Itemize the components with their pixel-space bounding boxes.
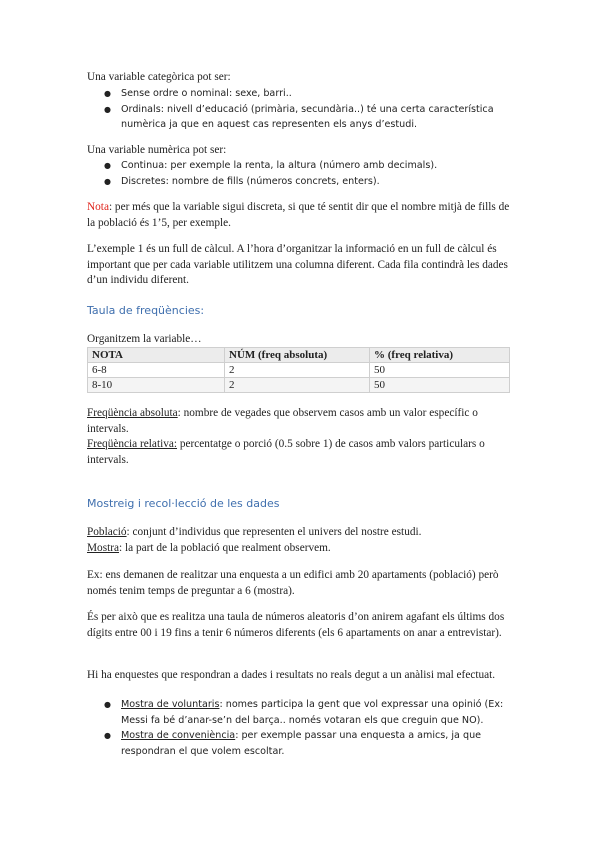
bullet-icon: ● xyxy=(104,104,111,114)
table-cell: 2 xyxy=(225,363,370,378)
freq-table-wrap xyxy=(87,347,517,393)
list-item: ● Mostra de voluntaris: nomes participa la gent que vol expressar una opinió (Ex: Messi fa bé d’anar-se’n del barça.. només votaran els que creguin que NO). xyxy=(104,699,504,726)
list-item: ● Sense ordre o nominal: sexe, barri.. xyxy=(87,86,517,102)
def-mostra: Mostra: la part de la població que realment observem. xyxy=(87,541,331,554)
numeric-intro: Una variable numèrica pot ser: xyxy=(87,144,227,156)
list-item: ● Discretes: nombre de fills (números concrets, enters). xyxy=(87,174,517,190)
bullet-icon: ● xyxy=(104,176,111,186)
categorical-intro: Una variable categòrica pot ser: xyxy=(87,71,231,83)
freq-definitions xyxy=(87,406,517,468)
list-item: ● Continua: per exemple la renta, la altura (número amb decimals). xyxy=(87,158,517,174)
note-label: Nota xyxy=(87,201,109,213)
bullet-icon: ● xyxy=(104,731,111,740)
def-poblacio: Població: conjunt d’individus que representen el univers del nostre estudi. xyxy=(87,526,422,538)
random-paragraph: És per això que es realitza una taula de números aleatoris d’on anirem agafant els últims dos dígits entre 00 i 19 fins a tenir 6 números diferents (els 6 apartaments on anar a entrevistar). xyxy=(87,611,505,639)
table-row xyxy=(88,363,510,378)
col-header: NOTA xyxy=(88,348,225,363)
table-cell: 6-8 xyxy=(88,363,225,378)
table-header-row xyxy=(88,348,510,363)
col-header: NÚM (freq absoluta) xyxy=(225,348,370,363)
bullet-icon: ● xyxy=(104,700,111,709)
frequency-table xyxy=(87,347,510,393)
freq-intro: Organitzem la variable… xyxy=(87,333,202,345)
list-item: ● Mostra de conveniència: per exemple passar una enquesta a amics, ja que respondran el que volem escoltar. xyxy=(104,730,482,757)
sampling-heading: Mostreig i recol·lecció de les dades xyxy=(87,497,280,510)
numeric-section xyxy=(87,143,517,159)
table-cell: 2 xyxy=(225,378,370,393)
note-text: : per més que la variable sigui discreta, si que té sentit dir que el nombre mitjà de fills de la població és 1’5, per exemple. xyxy=(87,201,510,229)
table-cell: 8-10 xyxy=(88,378,225,393)
def-absolute: Freqüència absoluta: nombre de vegades que observem casos amb un valor específic o intervals. xyxy=(87,407,478,435)
col-header: % (freq relativa) xyxy=(370,348,510,363)
freq-heading: Taula de freqüències: xyxy=(87,304,205,317)
def-relative: Freqüència relativa: percentatge o porció (0.5 sobre 1) de casos amb valors particulars o intervals. xyxy=(87,438,485,466)
surveys-paragraph: Hi ha enquestes que respondran a dades i resultats no reals degut a un anàlisi mal efectuat. xyxy=(87,669,496,681)
example-paragraph: L’exemple 1 és un full de càlcul. A l’hora d’organitzar la informació en un full de càlcul és important que per cada variable utilitzem una columna diferent. Cada fila contindrà les dades d’un individu diferent. xyxy=(87,243,508,286)
bullet-icon: ● xyxy=(104,161,111,170)
numeric-list xyxy=(87,158,517,189)
categorical-section xyxy=(87,70,517,86)
sampling-example: Ex: ens demanen de realitzar una enquesta a un edifici amb 20 apartaments (població) però només tenim temps de preguntar a 6 (mostra). xyxy=(87,569,499,597)
categorical-list xyxy=(87,86,517,133)
note-paragraph xyxy=(87,200,517,231)
list-item: ● Ordinals: nivell d’educació (primària, secundària..) té una certa característica numèrica ja que en aquest cas representen els anys d’estudi. xyxy=(104,103,494,130)
table-row xyxy=(88,378,510,393)
table-cell: 50 xyxy=(370,363,510,378)
sampling-list xyxy=(87,697,517,759)
table-cell: 50 xyxy=(370,378,510,393)
bullet-icon: ● xyxy=(104,89,111,98)
sampling-definitions xyxy=(87,525,517,556)
